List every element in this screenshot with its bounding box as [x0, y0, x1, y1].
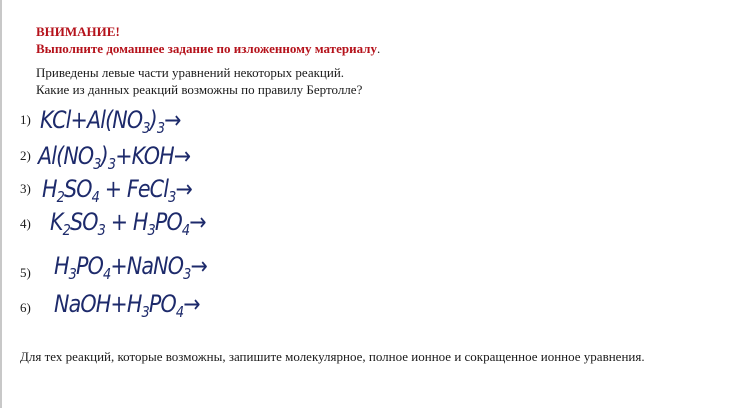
intro-line-2: Какие из данных реакций возможны по правилу Бертолле? [36, 82, 363, 97]
reaction-number-4: 4) [20, 216, 31, 231]
warning-title: ВНИМАНИЕ! [36, 24, 120, 39]
reaction-formula-6: $NaOH+H_3PO_4\to$ [54, 290, 200, 321]
reaction-formula-4: $K_2SO_3 + H_3PO_4\to$ [50, 208, 206, 239]
warning-text-body: Выполните домашнее задание по изложенному материалу [36, 41, 377, 56]
warning-text [36, 41, 380, 57]
left-border-line [0, 0, 2, 408]
reaction-number-3: 3) [20, 181, 31, 196]
reaction-number-6: 6) [20, 300, 31, 315]
task-intro [36, 64, 362, 98]
reaction-formula-3: $H_2SO_4$ + FeCl$_3$→ [42, 175, 192, 206]
footer-instruction: Для тех реакций, которые возможны, запишите молекулярное, полное ионное и сокращенное ионное уравнения. [20, 349, 645, 364]
reaction-number-5: 5) [20, 265, 31, 280]
warning-text-period: . [376, 41, 381, 56]
reaction-formula-5: $H_3PO_4+NaNO_3\to$ [54, 252, 207, 283]
intro-line-1: Приведены левые части уравнений некоторых реакций. [36, 65, 345, 80]
reaction-number-1: 1) [20, 112, 31, 127]
reaction-formula-1: $KCl+Al(NO_3)_3\to$ [40, 106, 181, 137]
reaction-number-2: 2) [20, 148, 31, 163]
reaction-formula-2: $Al(NO_3)_3+KOH\to$ [38, 142, 191, 173]
